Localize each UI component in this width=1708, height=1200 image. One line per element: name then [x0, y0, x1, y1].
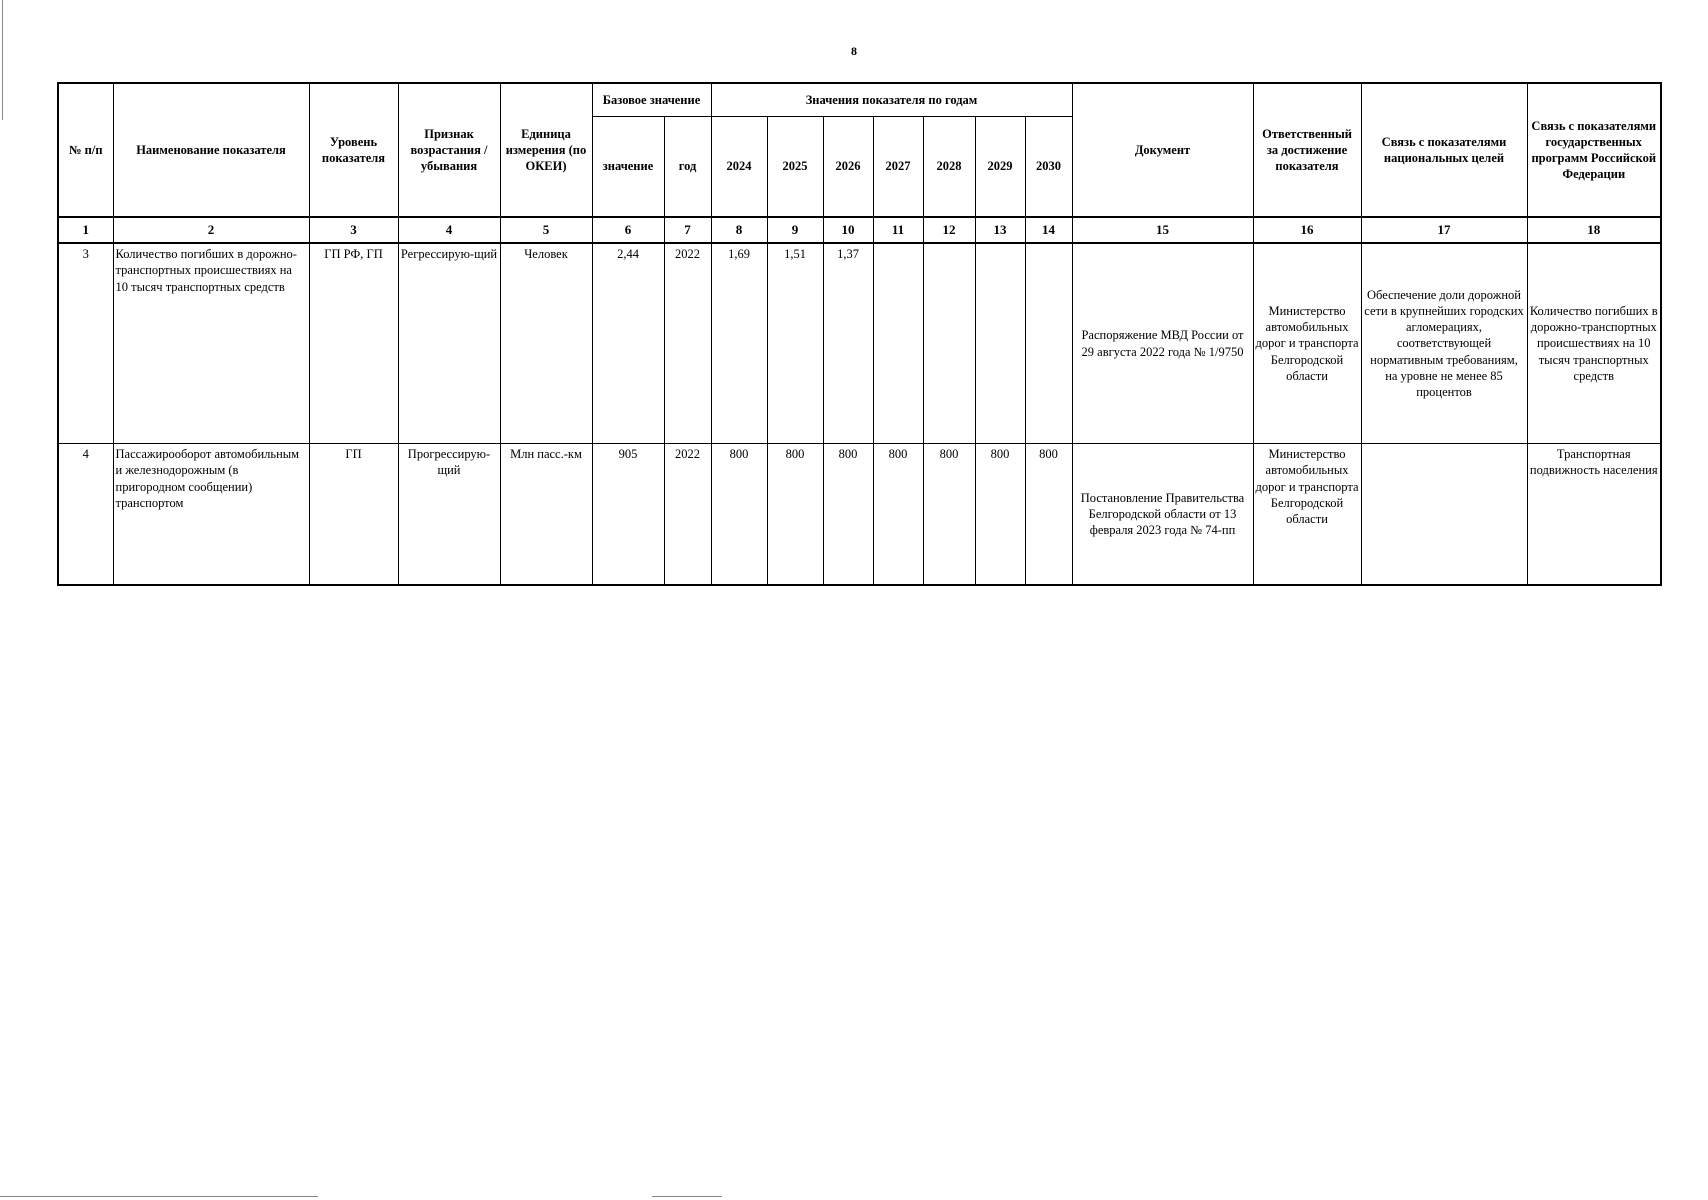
row-unit: Млн пасс.-км: [500, 444, 592, 586]
row-state-programs: Транспортная подвижность населения: [1527, 444, 1661, 586]
row-name: Пассажирооборот автомобильным и железнодорожным (в пригородном сообщении) транспортом: [113, 444, 309, 586]
page-number: 8: [851, 44, 857, 58]
row-trend: Регрессирую-щий: [398, 243, 500, 444]
row-year-value: 1,37: [823, 243, 873, 444]
header-responsible: Ответственный за достижение показателя: [1253, 83, 1361, 217]
column-number: 3: [309, 217, 398, 243]
column-number: 15: [1072, 217, 1253, 243]
row-year-value: 1,69: [711, 243, 767, 444]
column-number: 2: [113, 217, 309, 243]
row-base-value: 905: [592, 444, 664, 586]
scan-edge-line: [2, 0, 3, 120]
row-year-value: [923, 243, 975, 444]
row-year-value: 800: [873, 444, 923, 586]
row-base-year: 2022: [664, 444, 711, 586]
row-year-value: 800: [923, 444, 975, 586]
column-number: 18: [1527, 217, 1661, 243]
column-number: 14: [1025, 217, 1072, 243]
row-responsible: Министерство автомобильных дорог и транспорта Белгородской области: [1253, 243, 1361, 444]
header-unit: Единица измерения (по ОКЕИ): [500, 83, 592, 217]
column-number: 17: [1361, 217, 1527, 243]
row-responsible: Министерство автомобильных дорог и транспорта Белгородской области: [1253, 444, 1361, 586]
column-number: 7: [664, 217, 711, 243]
row-year-value: 800: [767, 444, 823, 586]
row-no: 4: [58, 444, 113, 586]
header-year: 2027: [873, 117, 923, 218]
column-number: 12: [923, 217, 975, 243]
header-national-goals: Связь с показателями национальных целей: [1361, 83, 1527, 217]
header-year: 2026: [823, 117, 873, 218]
row-document: Распоряжение МВД России от 29 августа 2022 года № 1/9750: [1072, 243, 1253, 444]
row-level: ГП: [309, 444, 398, 586]
header-state-programs: Связь с показателями государственных программ Российской Федерации: [1527, 83, 1661, 217]
scan-bottom-line-left: [0, 1196, 318, 1197]
row-no: 3: [58, 243, 113, 444]
column-number: 16: [1253, 217, 1361, 243]
header-base-value: значение: [592, 117, 664, 218]
row-trend: Прогрессирую-щий: [398, 444, 500, 586]
column-number: 5: [500, 217, 592, 243]
header-year: 2024: [711, 117, 767, 218]
row-year-value: 800: [711, 444, 767, 586]
table-row: [58, 444, 1661, 586]
row-document: Постановление Правительства Белгородской области от 13 февраля 2023 года № 74-пп: [1072, 444, 1253, 586]
row-state-programs: Количество погибших в дорожно-транспортных происшествиях на 10 тысяч транспортных средств: [1527, 243, 1661, 444]
header-base-year: год: [664, 117, 711, 218]
header-year: 2028: [923, 117, 975, 218]
indicators-table: [57, 82, 1662, 586]
row-national-goals: Обеспечение доли дорожной сети в крупнейших городских агломерациях, соответствующей нормативным требованиям, на уровне не менее 85 процентов: [1361, 243, 1527, 444]
header-base-group: Базовое значение: [592, 83, 711, 117]
scan-bottom-line-mid: [652, 1196, 722, 1197]
row-year-value: 800: [975, 444, 1025, 586]
row-year-value: [1025, 243, 1072, 444]
row-year-value: [975, 243, 1025, 444]
row-unit: Человек: [500, 243, 592, 444]
column-number: 1: [58, 217, 113, 243]
column-number: 11: [873, 217, 923, 243]
row-year-value: 800: [823, 444, 873, 586]
header-year: 2029: [975, 117, 1025, 218]
header-trend: Признак возрастания / убывания: [398, 83, 500, 217]
column-number-row: [58, 217, 1661, 243]
row-national-goals: [1361, 444, 1527, 586]
header-level: Уровень показателя: [309, 83, 398, 217]
column-number: 10: [823, 217, 873, 243]
column-number: 13: [975, 217, 1025, 243]
column-number: 9: [767, 217, 823, 243]
table-row: [58, 243, 1661, 444]
header-document: Документ: [1072, 83, 1253, 217]
header-year: 2030: [1025, 117, 1072, 218]
column-number: 6: [592, 217, 664, 243]
header-year: 2025: [767, 117, 823, 218]
header-years-group: Значения показателя по годам: [711, 83, 1072, 117]
row-year-value: 1,51: [767, 243, 823, 444]
column-number: 8: [711, 217, 767, 243]
row-year-value: [873, 243, 923, 444]
row-base-value: 2,44: [592, 243, 664, 444]
header-no: № п/п: [58, 83, 113, 217]
row-name: Количество погибших в дорожно-транспортных происшествиях на 10 тысяч транспортных средств: [113, 243, 309, 444]
row-year-value: 800: [1025, 444, 1072, 586]
row-base-year: 2022: [664, 243, 711, 444]
row-level: ГП РФ, ГП: [309, 243, 398, 444]
column-number: 4: [398, 217, 500, 243]
header-name: Наименование показателя: [113, 83, 309, 217]
